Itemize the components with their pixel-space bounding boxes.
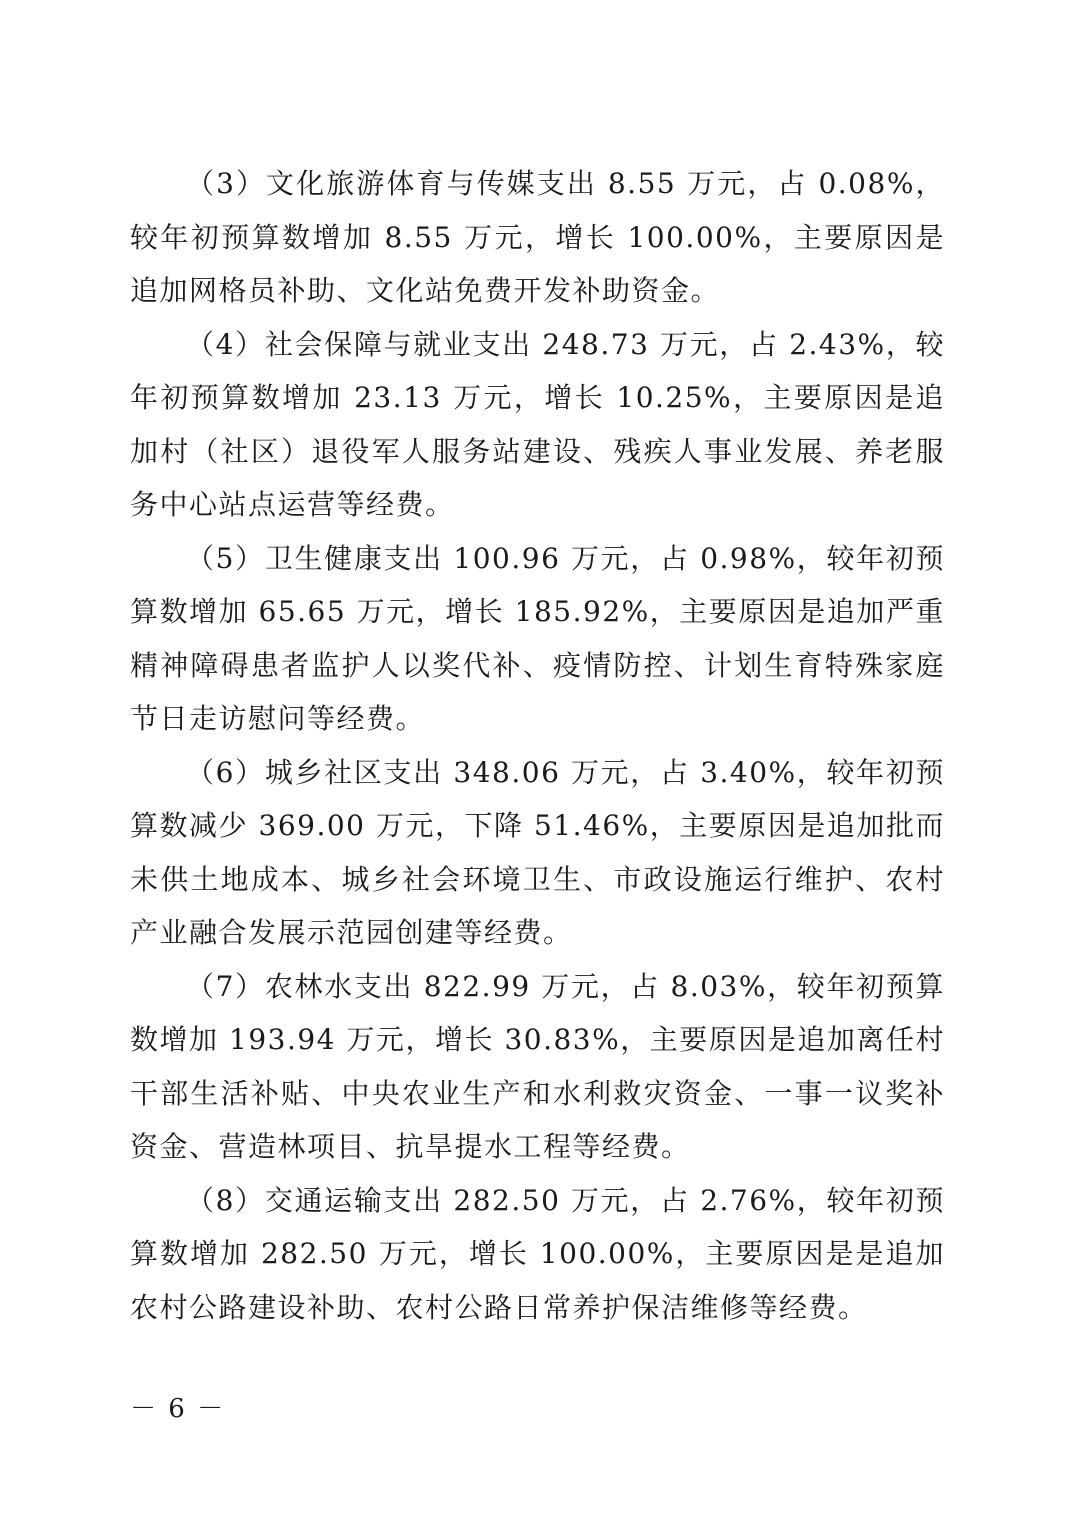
paragraph-culture-tourism: （3）文化旅游体育与传媒支出 8.55 万元，占 0.08%，较年初预算数增加 8.55 万元，增长 100.00%，主要原因是追加网格员补助、文化站免费开发补助资金。 [130, 167, 945, 307]
paragraph-transportation: （8）交通运输支出 282.50 万元，占 2.76%，较年初预算数增加 282.50 万元，增长 100.00%，主要原因是是追加农村公路建设补助、农村公路日常养护保洁维修等经费。 [130, 1183, 945, 1324]
page-number: － 6 － [130, 1394, 226, 1424]
paragraph-agriculture-water: （7）农林水支出 822.99 万元，占 8.03%，较年初预算数增加 193.94 万元，增长 30.83%，主要原因是追加离任村干部生活补贴、中央农业生产和水利救灾资金、一事一议奖补资金、营造林项目、抗旱提水工程等经费。 [130, 969, 945, 1163]
paragraph-health: （5）卫生健康支出 100.96 万元，占 0.98%，较年初预算数增加 65.65 万元，增长 185.92%，主要原因是追加严重精神障碍患者监护人以奖代补、疫情防控、计划生育特殊家庭节日走访慰问等经费。 [130, 541, 945, 735]
paragraph-urban-rural: （6）城乡社区支出 348.06 万元，占 3.40%，较年初预算数减少 369.00 万元，下降 51.46%，主要原因是追加批而未供土地成本、城乡社会环境卫生、市政设施运行维护、农村产业融合发展示范园创建等经费。 [130, 755, 945, 949]
document-body [130, 157, 945, 1334]
paragraph-social-security: （4）社会保障与就业支出 248.73 万元，占 2.43%，较年初预算数增加 23.13 万元，增长 10.25%，主要原因是追加村（社区）退役军人服务站建设、残疾人事业发展、养老服务中心站点运营等经费。 [130, 327, 945, 521]
